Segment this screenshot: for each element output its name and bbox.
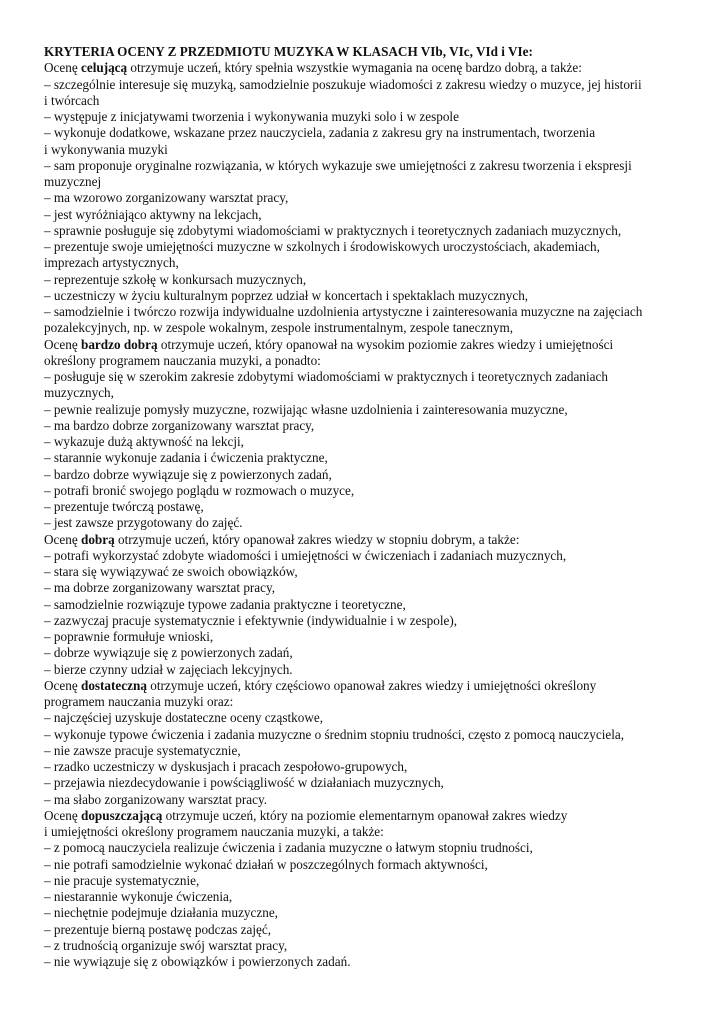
- criteria-line: – ma słabo zorganizowany warsztat pracy.: [44, 791, 268, 807]
- grade-name: celującą: [80, 60, 128, 76]
- grade-intro-prefix: Ocenę: [44, 60, 81, 76]
- criteria-line: – prezentuje bierną postawę podczas zajęć,: [44, 921, 272, 937]
- criteria-line: – rzadko uczestniczy w dyskusjach i pracach zespołowo-grupowych,: [44, 759, 408, 774]
- criteria-line: imprezach artystycznych,: [44, 255, 179, 271]
- criteria-line: muzycznej: [44, 174, 102, 189]
- criteria-line: – samodzielnie i twórczo rozwija indywidualne uzdolnienia artystyczne i zainteresowania muzyczne na zajęciach: [44, 304, 643, 319]
- criteria-line: – niechętnie podejmuje działania muzyczne,: [44, 905, 278, 921]
- criteria-line: muzycznych,: [44, 385, 114, 401]
- criteria-line: – z trudnością organizuje swój warsztat pracy,: [44, 937, 288, 953]
- grade-section: [44, 337, 694, 532]
- grade-name: bardzo dobrą: [80, 336, 158, 352]
- grade-intro-prefix: Ocenę: [44, 677, 81, 693]
- grade-intro: [44, 678, 694, 694]
- criteria-line: – prezentuje swoje umiejętności muzyczne w szkolnych i środowiskowych uroczystościach, akademiach,: [44, 239, 600, 254]
- grade-section: [44, 532, 694, 678]
- criteria-line: – najczęściej uzyskuje dostateczne oceny cząstkowe,: [44, 710, 324, 726]
- grade-intro: [44, 60, 694, 76]
- criteria-line: – nie zawsze pracuje systematycznie,: [44, 742, 241, 758]
- criteria-line: i wykonywania muzyki: [44, 141, 168, 157]
- criteria-line: – nie potrafi samodzielnie wykonać działań w poszczególnych formach aktywności,: [44, 856, 488, 872]
- grade-intro-text: otrzymuje uczeń, który opanował zakres wiedzy w stopniu dobrym, a także:: [114, 531, 520, 547]
- grade-section: [44, 60, 694, 336]
- grade-name: dostateczną: [80, 677, 147, 693]
- criteria-line: – sprawnie posługuje się zdobytymi wiadomościami w praktycznych i teoretycznych zadaniach muzycznych,: [44, 222, 622, 238]
- grade-intro-text: otrzymuje uczeń, który spełnia wszystkie wymagania na ocenę bardzo dobrą, a także:: [127, 60, 582, 76]
- criteria-line: – z pomocą nauczyciela realizuje ćwiczenia i zadania muzyczne o łatwym stopniu trudności,: [44, 840, 533, 856]
- criteria-line: – ma dobrze zorganizowany warsztat pracy,: [44, 580, 276, 596]
- grade-intro: [44, 337, 694, 353]
- document-title: KRYTERIA OCENY Z PRZEDMIOTU MUZYKA W KLASACH VIb, VIc, VId i VIe:: [44, 44, 533, 59]
- criteria-line: – wykonuje dodatkowe, wskazane przez nauczyciela, zadania z zakresu gry na instrumentach, tworzenia: [44, 125, 596, 141]
- criteria-line: – szczególnie interesuje się muzyką, samodzielnie poszukuje wiadomości z zakresu wiedzy o muzyce, jej historii: [44, 76, 642, 92]
- criteria-line: – potrafi bronić swojego poglądu w rozmowach o muzyce,: [44, 482, 355, 498]
- grade-name: dobrą: [80, 531, 115, 547]
- criteria-line: – jest wyróżniająco aktywny na lekcjach,: [44, 206, 262, 222]
- grade-intro-prefix: Ocenę: [44, 807, 81, 823]
- criteria-line: – samodzielnie rozwiązuje typowe zadania praktyczne i teoretyczne,: [44, 596, 406, 612]
- criteria-line: – przejawia niezdecydowanie i powściągliwość w działaniach muzycznych,: [44, 775, 444, 791]
- grade-name: dopuszczającą: [80, 807, 163, 823]
- criteria-line: – bardzo dobrze wywiązuje się z powierzonych zadań,: [44, 466, 332, 482]
- criteria-line: – niestarannie wykonuje ćwiczenia,: [44, 889, 233, 904]
- criteria-line: – ma bardzo dobrze zorganizowany warsztat pracy,: [44, 417, 315, 433]
- grade-intro: [44, 808, 694, 824]
- criteria-line: – dobrze wywiązuje się z powierzonych zadań,: [44, 645, 293, 661]
- criteria-line: i umiejętności określony programem nauczania muzyki, a także:: [44, 824, 384, 839]
- criteria-line: – potrafi wykorzystać zdobyte wiadomości i umiejętności w ćwiczeniach i zadaniach muzycznych,: [44, 547, 567, 563]
- criteria-line: – bierze czynny udział w zajęciach lekcyjnych.: [44, 661, 293, 677]
- grade-section: [44, 808, 694, 971]
- grade-intro-text: otrzymuje uczeń, który na poziomie elementarnym opanował zakres wiedzy: [162, 807, 568, 823]
- criteria-line: programem nauczania muzyki oraz:: [44, 694, 234, 709]
- criteria-line: – poprawnie formułuje wnioski,: [44, 629, 214, 644]
- criteria-line: – występuje z inicjatywami tworzenia i wykonywania muzyki solo i w zespole: [44, 109, 459, 124]
- criteria-line: – starannie wykonuje zadania i ćwiczenia praktyczne,: [44, 450, 328, 466]
- criteria-line: – pewnie realizuje pomysły muzyczne, rozwijając własne uzdolnienia i zainteresowania muzyczne,: [44, 401, 568, 417]
- grade-intro-text: otrzymuje uczeń, który częściowo opanował zakres wiedzy i umiejętności określony: [146, 677, 597, 693]
- criteria-line: – uczestniczy w życiu kulturalnym poprzez udział w koncertach i spektaklach muzycznych,: [44, 287, 529, 303]
- grade-intro-text: otrzymuje uczeń, który opanował na wysokim poziomie zakres wiedzy i umiejętności: [157, 336, 614, 352]
- criteria-line: – nie wywiązuje się z obowiązków i powierzonych zadań.: [44, 954, 351, 969]
- criteria-line: pozalekcyjnych, np. w zespole wokalnym, zespole instrumentalnym, zespole tanecznym,: [44, 320, 514, 336]
- criteria-line: i twórcach: [44, 92, 100, 108]
- grade-section: [44, 678, 694, 808]
- criteria-line: – prezentuje twórczą postawę,: [44, 499, 204, 514]
- criteria-line: – nie pracuje systematycznie,: [44, 872, 200, 888]
- criteria-line: określony programem nauczania muzyki, a ponadto:: [44, 352, 321, 368]
- criteria-line: – zazwyczaj pracuje systematycznie i efektywnie (indywidualnie i w zespole),: [44, 612, 458, 628]
- grade-intro-prefix: Ocenę: [44, 531, 81, 547]
- criteria-line: – reprezentuje szkołę w konkursach muzycznych,: [44, 271, 307, 287]
- criteria-line: – posługuje się w szerokim zakresie zdobytymi wiadomościami w praktycznych i teoretycznych zadaniach: [44, 369, 608, 384]
- grade-intro-prefix: Ocenę: [44, 336, 81, 352]
- grade-sections: [44, 60, 694, 970]
- grade-intro: [44, 532, 694, 548]
- criteria-line: – ma wzorowo zorganizowany warsztat pracy,: [44, 190, 289, 206]
- criteria-line: – wykonuje typowe ćwiczenia i zadania muzyczne o średnim stopniu trudności, często z pomocą nauczyciela,: [44, 726, 625, 742]
- criteria-line: – stara się wywiązywać ze swoich obowiązków,: [44, 564, 298, 579]
- criteria-line: – wykazuje dużą aktywność na lekcji,: [44, 434, 244, 449]
- criteria-line: – jest zawsze przygotowany do zajęć.: [44, 515, 243, 531]
- criteria-line: – sam proponuje oryginalne rozwiązania, w których wykazuje swe umiejętności z zakresu tworzenia i ekspresji: [44, 157, 632, 173]
- document-body: [44, 44, 694, 970]
